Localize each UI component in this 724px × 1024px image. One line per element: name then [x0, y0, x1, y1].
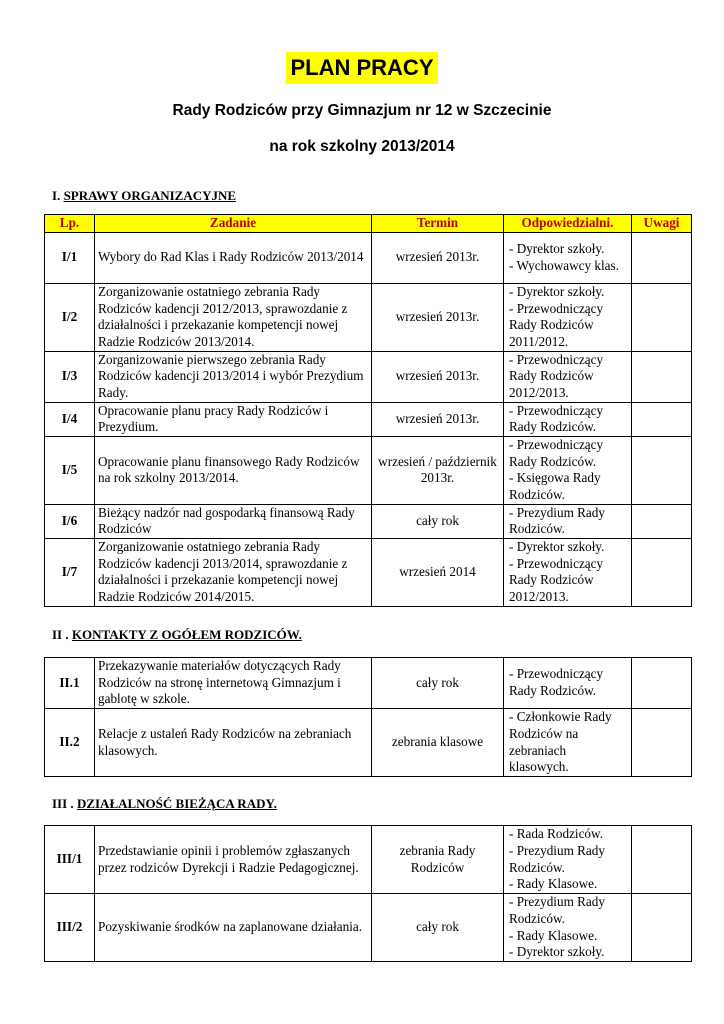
- responsible-entry: - Rady Klasowe.: [509, 876, 598, 892]
- responsible-entry: - Prezydium Rady Rodziców.: [509, 504, 605, 537]
- responsible-entry: - Przewodniczący Rady Rodziców.: [509, 437, 604, 469]
- row-number-cell: III/1: [45, 826, 95, 894]
- section-heading-contacts: [52, 627, 302, 643]
- responsible-entry: - Członkowie Rady Rodziców na zebraniach klasowych.: [509, 709, 612, 775]
- table-row: [45, 402, 692, 436]
- row-number-cell: I/2: [45, 283, 95, 351]
- header-task: Zadanie: [95, 215, 372, 233]
- task-cell: Zorganizowanie pierwszego zebrania Rady Rodziców kadencji 2013/2014 i wybór Prezydium Rady.: [95, 351, 372, 402]
- term-cell: wrzesień 2013r.: [372, 232, 504, 283]
- responsible-entry: - Dyrektor szkoły.: [509, 944, 605, 960]
- row-number-cell: I/4: [45, 402, 95, 436]
- responsible-cell: [504, 351, 632, 402]
- responsible-entry: - Rady Klasowe.: [509, 927, 598, 943]
- subtitle-school-year: na rok szkolny 2013/2014: [269, 138, 455, 155]
- responsible-entry: - Księgowa Rady Rodziców.: [509, 470, 601, 502]
- term-cell: wrzesień 2013r.: [372, 402, 504, 436]
- task-cell: Przekazywanie materiałów dotyczących Rady Rodziców na stronę internetową Gimnazjum i gablotę w szkole.: [95, 658, 372, 709]
- task-cell: Pozyskiwanie środków na zaplanowane działania.: [95, 894, 372, 962]
- table-row: [45, 436, 692, 504]
- responsible-entry: - Prezydium Rady Rodziców.: [509, 894, 605, 926]
- row-number-cell: I/5: [45, 436, 95, 504]
- table-body: [45, 658, 692, 777]
- responsible-cell: [504, 283, 632, 351]
- responsible-entry: - Przewodniczący Rady Rodziców 2012/2013.: [509, 351, 604, 400]
- notes-cell: [632, 351, 692, 402]
- responsible-cell: [504, 658, 632, 709]
- responsible-entry: - Prezydium Rady Rodziców.: [509, 842, 605, 875]
- responsible-cell: [504, 402, 632, 436]
- responsible-entry: - Dyrektor szkoły.: [509, 241, 605, 256]
- term-cell: wrzesień / październik 2013r.: [372, 436, 504, 504]
- row-number-cell: I/1: [45, 232, 95, 283]
- header-notes: Uwagi: [632, 215, 692, 233]
- notes-cell: [632, 402, 692, 436]
- contacts-table: [44, 657, 692, 777]
- task-cell: Bieżący nadzór nad gospodarką finansową Rady Rodziców: [95, 504, 372, 538]
- table-body: [45, 232, 692, 606]
- table-row: [45, 283, 692, 351]
- responsible-cell: [504, 826, 632, 894]
- section-number: III .: [52, 796, 74, 811]
- header-responsible: Odpowiedzialni.: [504, 215, 632, 233]
- table-row: [45, 658, 692, 709]
- term-cell: wrzesień 2014: [372, 538, 504, 606]
- table-row: [45, 826, 692, 894]
- row-number-cell: I/3: [45, 351, 95, 402]
- term-cell: cały rok: [372, 658, 504, 709]
- section-title: DZIAŁALNOŚĆ BIEŻĄCA RADY.: [76, 796, 277, 811]
- table-row: [45, 504, 692, 538]
- responsible-cell: [504, 709, 632, 777]
- section-title: SPRAWY ORGANIZACYJNE: [63, 188, 237, 203]
- responsible-entry: - Przewodniczący Rady Rodziców.: [509, 402, 604, 435]
- term-cell: wrzesień 2013r.: [372, 283, 504, 351]
- row-number-cell: I/7: [45, 538, 95, 606]
- title-container: [0, 52, 724, 84]
- task-cell: Relacje z ustaleń Rady Rodziców na zebraniach klasowych.: [95, 709, 372, 777]
- term-cell: cały rok: [372, 894, 504, 962]
- row-number-cell: II.1: [45, 658, 95, 709]
- notes-cell: [632, 504, 692, 538]
- notes-cell: [632, 436, 692, 504]
- task-cell: Opracowanie planu pracy Rady Rodziców i Prezydium.: [95, 402, 372, 436]
- notes-cell: [632, 283, 692, 351]
- table-row: [45, 709, 692, 777]
- task-cell: Przedstawianie opinii i problemów zgłaszanych przez rodziców Dyrekcji i Radzie Pedagogicznej.: [95, 826, 372, 894]
- task-cell: Wybory do Rad Klas i Rady Rodziców 2013/2014: [95, 232, 372, 283]
- header-lp: Lp.: [45, 215, 95, 233]
- section-number: II .: [52, 627, 69, 642]
- table-row: [45, 351, 692, 402]
- notes-cell: [632, 232, 692, 283]
- header-term: Termin: [372, 215, 504, 233]
- term-cell: wrzesień 2013r.: [372, 351, 504, 402]
- task-cell: Opracowanie planu finansowego Rady Rodziców na rok szkolny 2013/2014.: [95, 436, 372, 504]
- section-title: KONTAKTY Z OGÓŁEM RODZICÓW.: [71, 627, 302, 642]
- responsible-entry: - Przewodniczący Rady Rodziców 2011/2012.: [509, 300, 604, 349]
- term-cell: zebrania Rady Rodziców: [372, 826, 504, 894]
- term-cell: zebrania klasowe: [372, 709, 504, 777]
- organizational-table: [44, 214, 692, 607]
- table-header-row: [45, 215, 692, 233]
- responsible-cell: [504, 894, 632, 962]
- responsible-cell: [504, 538, 632, 606]
- task-cell: Zorganizowanie ostatniego zebrania Rady Rodziców kadencji 2012/2013, sprawozdanie z działalności i przekazanie kompetencji nowej Radzie Rodziców 2013/2014.: [95, 283, 372, 351]
- current-activity-table: [44, 825, 692, 962]
- responsible-entry: - Wychowawcy klas.: [509, 257, 619, 273]
- responsible-entry: - Dyrektor szkoły.: [509, 283, 605, 299]
- responsible-cell: [504, 504, 632, 538]
- notes-cell: [632, 658, 692, 709]
- responsible-entry: - Przewodniczący Rady Rodziców.: [509, 666, 604, 698]
- section-heading-organizational: [52, 188, 236, 204]
- notes-cell: [632, 826, 692, 894]
- subtitle-council: Rady Rodziców przy Gimnazjum nr 12 w Szczecinie: [172, 102, 552, 119]
- task-cell: Zorganizowanie ostatniego zebrania Rady Rodziców kadencji 2013/2014, sprawozdanie z działalności i przekazanie kompetencji nowej Radzie Rodziców 2014/2015.: [95, 538, 372, 606]
- document-title: PLAN PRACY: [286, 52, 437, 84]
- responsible-entry: - Przewodniczący Rady Rodziców 2012/2013.: [509, 555, 604, 605]
- row-number-cell: I/6: [45, 504, 95, 538]
- row-number-cell: III/2: [45, 894, 95, 962]
- table-row: [45, 894, 692, 962]
- row-number-cell: II.2: [45, 709, 95, 777]
- section-number: I.: [52, 188, 61, 203]
- table-row: [45, 538, 692, 606]
- table-row: [45, 232, 692, 283]
- responsible-cell: [504, 436, 632, 504]
- term-cell: cały rok: [372, 504, 504, 538]
- notes-cell: [632, 894, 692, 962]
- responsible-cell: [504, 232, 632, 283]
- responsible-entry: - Dyrektor szkoły.: [509, 539, 605, 555]
- notes-cell: [632, 709, 692, 777]
- notes-cell: [632, 538, 692, 606]
- table-body: [45, 826, 692, 962]
- section-heading-current-activity: [52, 796, 277, 812]
- responsible-entry: - Rada Rodziców.: [509, 826, 603, 842]
